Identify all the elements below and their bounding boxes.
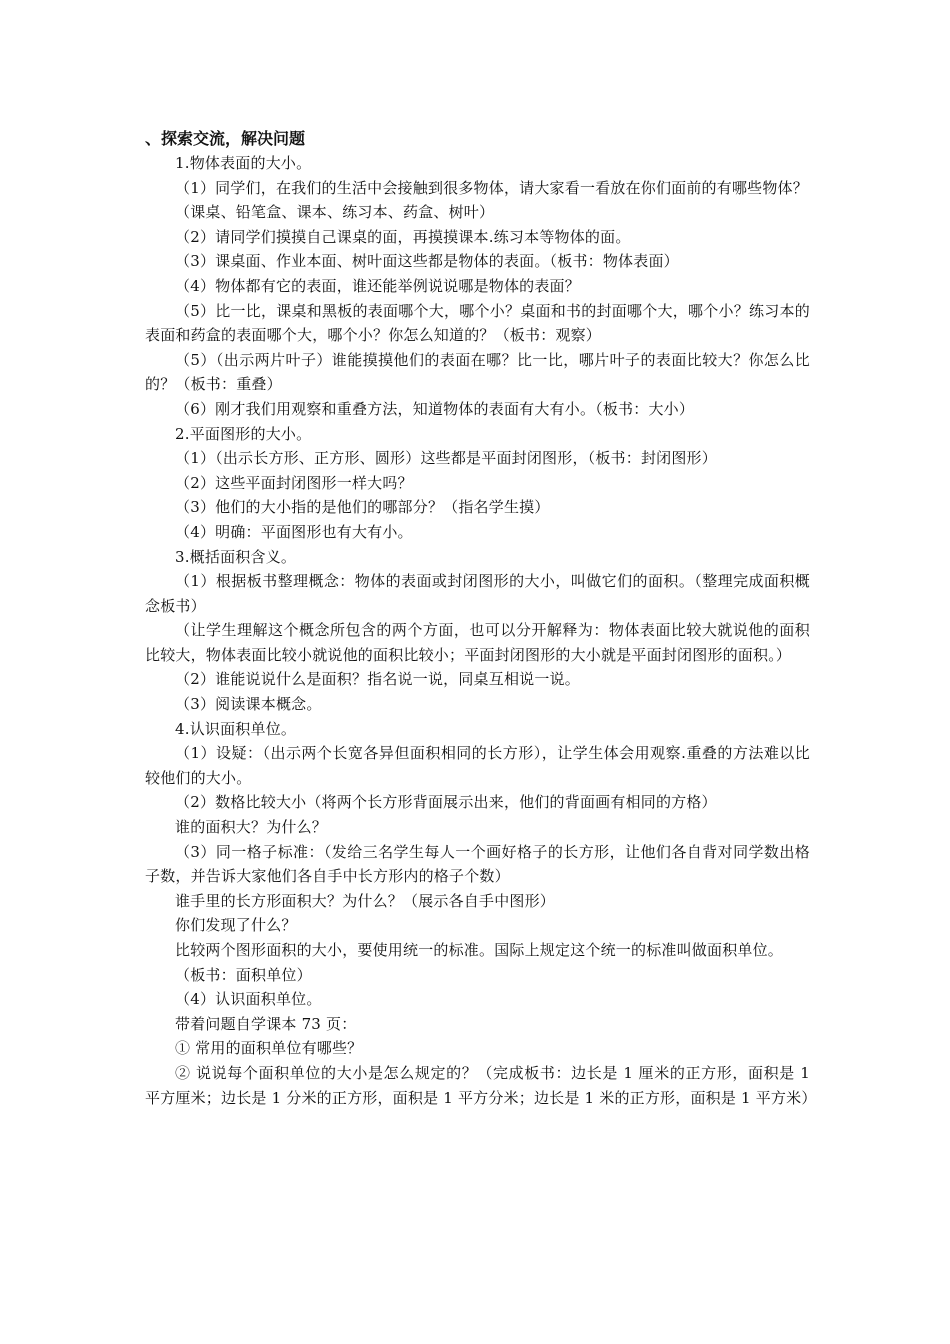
paragraph: （1）根据板书整理概念：物体的表面或封闭图形的大小，叫做它们的面积。（整理完成面积概念板书） xyxy=(145,572,810,615)
paragraph: 谁的面积大？为什么？ xyxy=(175,818,328,837)
paragraph: （5）（出示两片叶子）谁能摸摸他们的表面在哪？比一比，哪片叶子的表面比较大？你怎么比的？（板书：重叠） xyxy=(145,350,810,394)
paragraph: （4）物体都有它的表面，谁还能举例说说哪是物体的表面？ xyxy=(175,276,580,295)
paragraph: （2）请同学们摸摸自己课桌的面，再摸摸课本.练习本等物体的面。 xyxy=(175,227,631,246)
paragraph: 带着问题自学课本 73 页： xyxy=(175,1014,357,1033)
paragraph-list xyxy=(145,151,817,1110)
paragraph: （5）比一比，课桌和黑板的表面哪个大，哪个小？桌面和书的封面哪个大，哪个小？练习本的表面和药盒的表面哪个大，哪个小？你怎么知道的？（板书：观察） xyxy=(145,301,810,345)
paragraph: （2）这些平面封闭图形一样大吗？ xyxy=(175,473,413,492)
paragraph: （6）刚才我们用观察和重叠方法，知道物体的表面有大有小。（板书：大小） xyxy=(175,399,695,418)
paragraph: 3.概括面积含义。 xyxy=(175,547,297,566)
paragraph: （1）同学们，在我们的生活中会接触到很多物体，请大家看一看放在你们面前的有哪些物体？ xyxy=(175,178,808,197)
paragraph: （2）谁能说说什么是面积？指名说一说，同桌互相说一说。 xyxy=(175,670,580,689)
paragraph: （板书：面积单位） xyxy=(175,965,312,984)
paragraph: （3）阅读课本概念。 xyxy=(175,695,322,714)
paragraph: （4）明确：平面图形也有大有小。 xyxy=(175,522,413,541)
paragraph: 4.认识面积单位。 xyxy=(175,719,297,738)
paragraph: 谁手里的长方形面积大？为什么？（展示各自手中图形） xyxy=(175,891,556,910)
paragraph: 你们发现了什么？ xyxy=(175,916,297,935)
paragraph: （4）认识面积单位。 xyxy=(175,990,322,1009)
paragraph: 2.平面图形的大小。 xyxy=(175,424,312,443)
paragraph: 1.物体表面的大小。 xyxy=(175,154,312,172)
paragraph: （3）他们的大小指的是他们的哪部分？（指名学生摸） xyxy=(175,498,550,517)
paragraph: （3）同一格子标准：（发给三名学生每人一个画好格子的长方形，让他们各自背对同学数出格子数，并告诉大家他们各自手中长方形内的格子个数） xyxy=(145,842,810,886)
paragraph: ① 常用的面积单位有哪些？ xyxy=(175,1039,363,1058)
paragraph: （1）（出示长方形、正方形、圆形）这些都是平面封闭图形，（板书：封闭图形） xyxy=(175,449,717,468)
paragraph: 比较两个图形面积的大小，要使用统一的标准。国际上规定这个统一的标准叫做面积单位。 xyxy=(175,941,784,959)
paragraph: （1）设疑：（出示两个长宽各异但面积相同的长方形），让学生体会用观察.重叠的方法难以比较他们的大小。 xyxy=(145,744,810,787)
paragraph: （课桌、铅笔盒、课本、练习本、药盒、树叶） xyxy=(175,203,495,222)
paragraph: （2）数格比较大小（将两个长方形背面展示出来，他们的背面画有相同的方格） xyxy=(175,793,717,812)
document-body xyxy=(145,127,817,1110)
paragraph: ② 说说每个面积单位的大小是怎么规定的？（完成板书：边长是 1 厘米的正方形，面积是 1 平方厘米；边长是 1 分米的正方形，面积是 1 平方分米；边长是 1 米的正方形，面积是 1 平方米） xyxy=(145,1063,817,1107)
paragraph: （3）课桌面、作业本面、树叶面这些都是物体的表面。（板书：物体表面） xyxy=(175,252,679,271)
paragraph: （让学生理解这个概念所包含的两个方面，也可以分开解释为：物体表面比较大就说他的面积比较大，物体表面比较小就说他的面积比较小；平面封闭图形的大小就是平面封闭图形的面积。） xyxy=(145,621,810,664)
section-heading: 、探索交流，解决问题 xyxy=(145,129,306,148)
